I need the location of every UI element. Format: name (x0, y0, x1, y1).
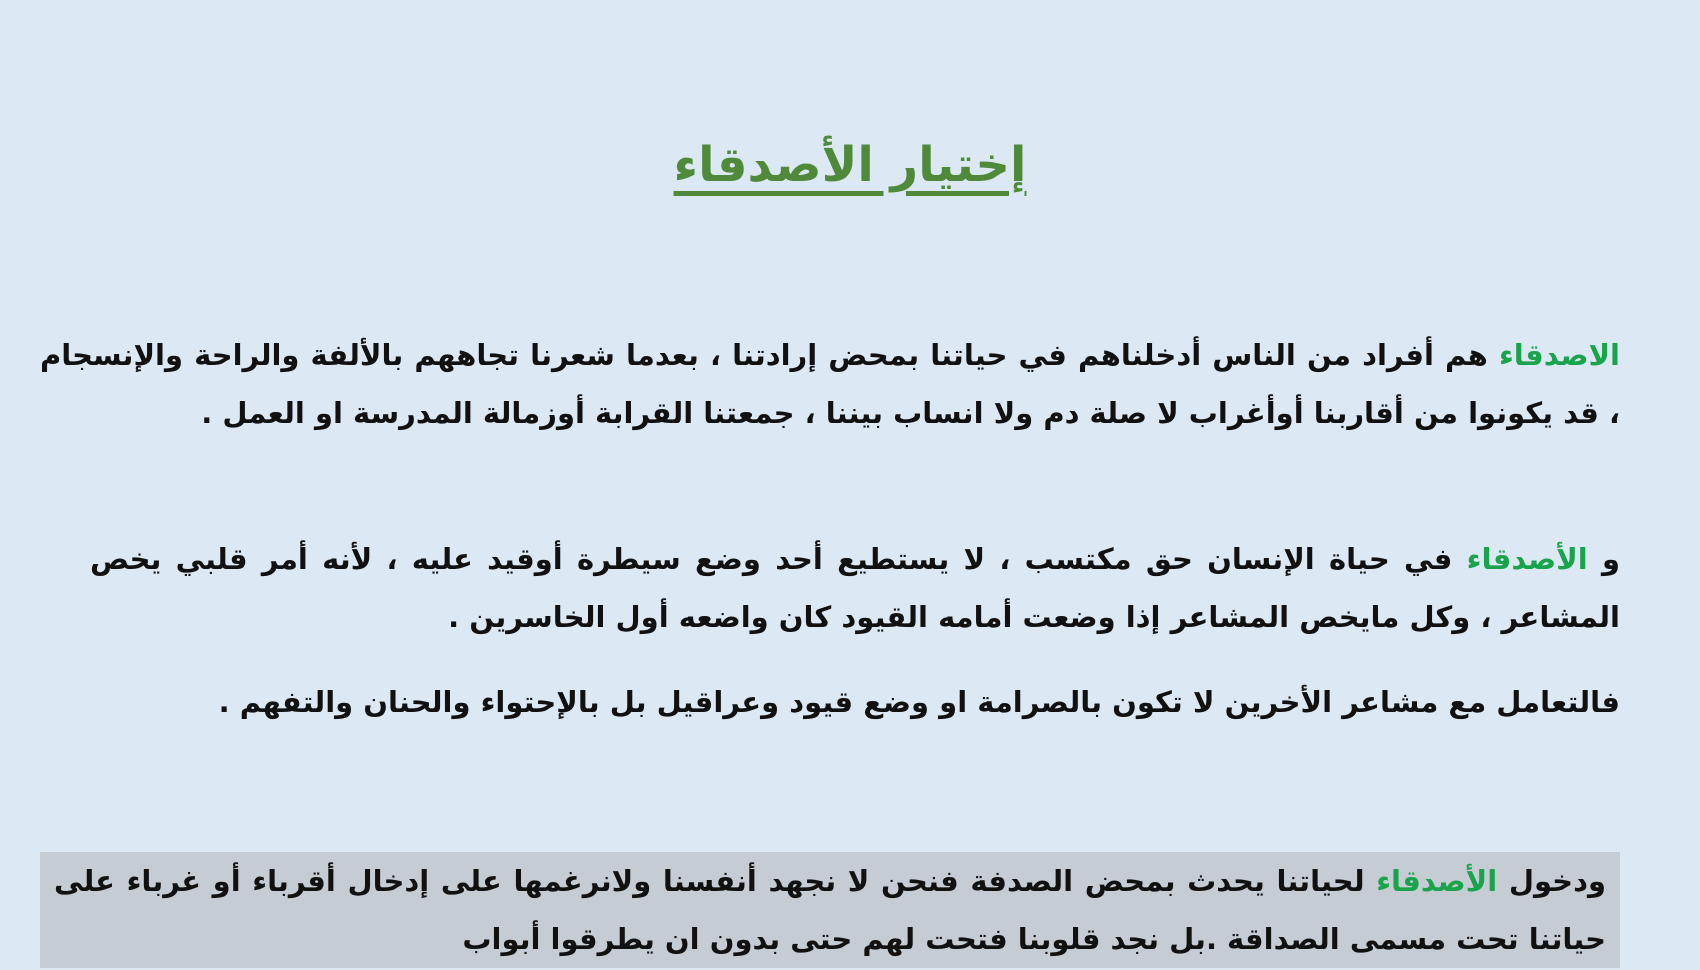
paragraph-friends-entry (40, 852, 1620, 968)
document-title-text: إختيار الأصدقاء (673, 137, 1027, 193)
highlighted-word: الاصدقاء (1498, 338, 1620, 372)
paragraph-text: فالتعامل مع مشاعر الأخرين لا تكون بالصرامة او وضع قيود وعراقيل بل بالإحتواء والحنان والتفهم . (218, 685, 1620, 719)
paragraph-text: لحياتنا يحدث بمحض الصدفة فنحن لا نجهد أنفسنا ولانرغمها على إدخال أقرباء أو غرباء على حياتنا تحت مسمى الصداقة .بل نجد قلوبنا فتحت لهم حتى بدون ان يطرقوا أبواب (54, 864, 1606, 956)
highlighted-word: الأصدقاء (1466, 542, 1588, 576)
highlighted-word: الأصدقاء (1376, 864, 1498, 898)
paragraph-prefix: ودخول (1497, 864, 1606, 898)
paragraph-friends-right (90, 530, 1620, 646)
paragraph-text: في حياة الإنسان حق مكتسب ، لا يستطيع أحد وضع سيطرة أوقيد عليه ، لأنه أمر قلبي يخص المشاعر ، وكل مايخص المشاعر إذا وضعت أمامه القيود كان واضعه أول الخاسرين . (90, 542, 1620, 634)
paragraph-friends-definition (40, 326, 1620, 442)
document-title (0, 130, 1700, 200)
paragraph-prefix: و (1587, 542, 1620, 576)
paragraph-dealing-with-feelings (40, 673, 1620, 731)
paragraph-text: هم أفراد من الناس أدخلناهم في حياتنا بمحض إرادتنا ، بعدما شعرنا تجاههم بالألفة والراحة والإنسجام ، قد يكونوا من أقاربنا أوأغراب لا صلة دم ولا انساب بيننا ، جمعتنا القرابة أوزمالة المدرسة او العمل . (40, 338, 1620, 430)
